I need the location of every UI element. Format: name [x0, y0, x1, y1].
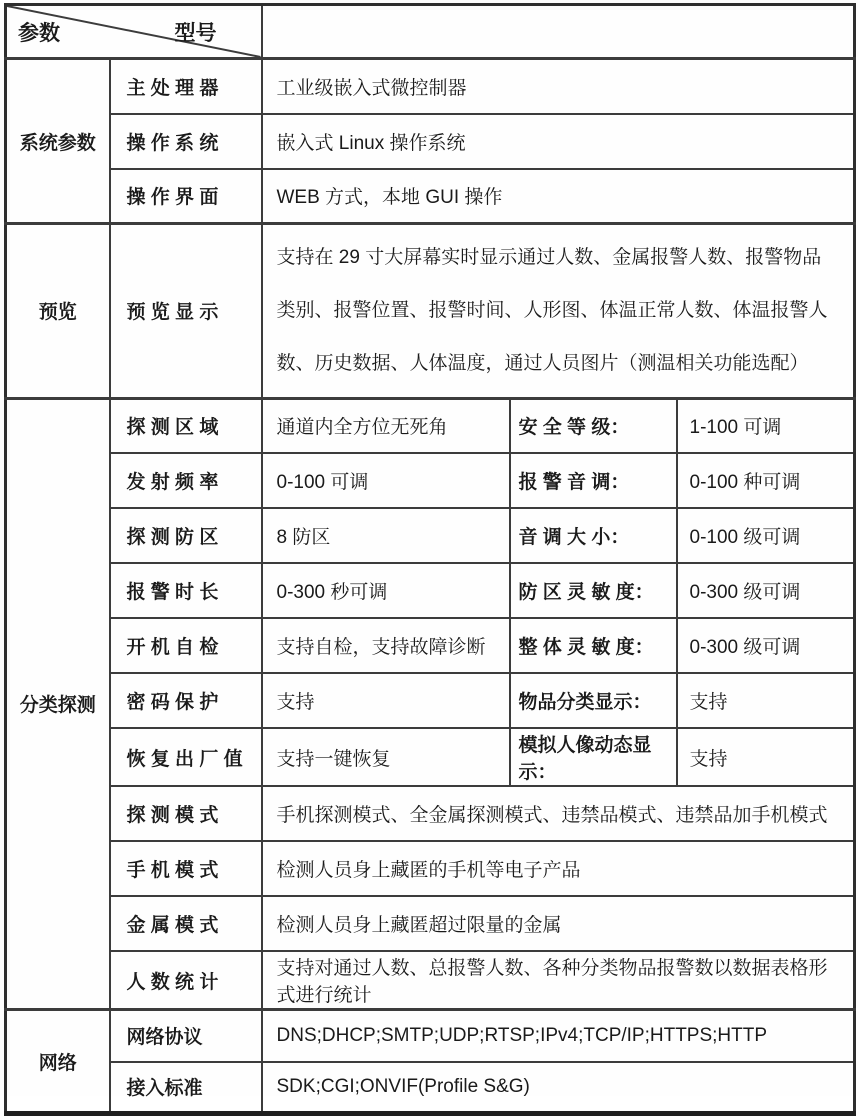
table-row: [6, 951, 855, 1010]
table-row: [6, 786, 855, 841]
section-title-network: 网络: [6, 1010, 110, 1114]
table-row: [6, 169, 855, 224]
section-title-preview: 预览: [6, 224, 110, 399]
spec-value-factory-reset: 支持一键恢复: [262, 728, 510, 786]
table-row: [6, 728, 855, 786]
spec-value-main-processor: 工业级嵌入式微控制器: [262, 59, 855, 114]
spec-value-operation-interface: WEB 方式，本地 GUI 操作: [262, 169, 855, 224]
table-row: [6, 224, 855, 399]
table-row: [6, 508, 855, 563]
spec-value-preview-display: 支持在 29 寸大屏幕实时显示通过人数、金属报警人数、报警物品类别、报警位置、报警时间、人形图、体温正常人数、体温报警人数、历史数据、人体温度，通过人员图片（测温相关功能选配）: [262, 224, 855, 399]
spec-table: [4, 3, 856, 1116]
spec-label-tone-volume: 音 调 大 小：: [510, 508, 677, 563]
spec-label-detection-modes: 探 测 模 式: [110, 786, 262, 841]
spec-label-simulated-figure-display: 模拟人像动态显示：: [510, 728, 677, 786]
table-row: [6, 1062, 855, 1114]
spec-value-simulated-figure-display: 支持: [677, 728, 855, 786]
spec-value-access-standards: SDK;CGI;ONVIF(Profile S&G): [262, 1062, 855, 1114]
spec-value-detection-area: 通道内全方位无死角: [262, 398, 510, 453]
spec-value-metal-mode: 检测人员身上藏匿超过限量的金属: [262, 896, 855, 951]
spec-label-security-level: 安 全 等 级：: [510, 398, 677, 453]
spec-label-password-protection: 密 码 保 护: [110, 673, 262, 728]
spec-label-access-standards: 接入标准: [110, 1062, 262, 1114]
table-row: [6, 841, 855, 896]
spec-label-zone-sensitivity: 防 区 灵 敏 度：: [510, 563, 677, 618]
spec-value-phone-mode: 检测人员身上藏匿的手机等电子产品: [262, 841, 855, 896]
spec-value-people-counting: 支持对通过人数、总报警人数、各种分类物品报警数以数据表格形式进行统计: [262, 951, 855, 1010]
spec-label-metal-mode: 金 属 模 式: [110, 896, 262, 951]
spec-label-preview-display: 预 览 显 示: [110, 224, 262, 399]
spec-value-alarm-duration: 0-300 秒可调: [262, 563, 510, 618]
diagonal-header-cell: [6, 5, 262, 59]
spec-label-people-counting: 人 数 统 计: [110, 951, 262, 1010]
table-row: [6, 398, 855, 453]
spec-label-operating-system: 操 作 系 统: [110, 114, 262, 169]
spec-label-detection-area: 探 测 区 域: [110, 398, 262, 453]
spec-label-operation-interface: 操 作 界 面: [110, 169, 262, 224]
table-row: [6, 673, 855, 728]
spec-value-overall-sensitivity: 0-300 级可调: [677, 618, 855, 673]
header-param-label: 参数: [18, 21, 60, 45]
table-row: [6, 896, 855, 951]
table-row: [6, 1010, 855, 1062]
spec-label-network-protocols: 网络协议: [110, 1010, 262, 1062]
spec-label-phone-mode: 手 机 模 式: [110, 841, 262, 896]
section-title-detection: 分类探测: [6, 398, 110, 1010]
spec-value-password-protection: 支持: [262, 673, 510, 728]
spec-label-item-classification-display: 物品分类显示：: [510, 673, 677, 728]
spec-value-security-level: 1-100 可调: [677, 398, 855, 453]
spec-value-tone-volume: 0-100 级可调: [677, 508, 855, 563]
spec-value-detection-modes: 手机探测模式、全金属探测模式、违禁品模式、违禁品加手机模式: [262, 786, 855, 841]
table-row: [6, 114, 855, 169]
spec-label-overall-sensitivity: 整 体 灵 敏 度：: [510, 618, 677, 673]
spec-label-factory-reset: 恢 复 出 厂 值: [110, 728, 262, 786]
header-model-value-cell: [262, 5, 855, 59]
spec-value-zone-sensitivity: 0-300 级可调: [677, 563, 855, 618]
spec-value-alarm-tone: 0-100 种可调: [677, 453, 855, 508]
spec-label-self-test: 开 机 自 检: [110, 618, 262, 673]
section-title-system: 系统参数: [6, 59, 110, 224]
spec-value-item-classification-display: 支持: [677, 673, 855, 728]
spec-label-detection-zones: 探 测 防 区: [110, 508, 262, 563]
spec-label-alarm-tone: 报 警 音 调：: [510, 453, 677, 508]
spec-label-transmit-frequency: 发 射 频 率: [110, 453, 262, 508]
table-row: [6, 59, 855, 114]
header-row: [6, 5, 855, 59]
spec-value-operating-system: 嵌入式 Linux 操作系统: [262, 114, 855, 169]
spec-value-transmit-frequency: 0-100 可调: [262, 453, 510, 508]
header-model-label: 型号: [174, 21, 217, 45]
table-row: [6, 618, 855, 673]
spec-value-network-protocols: DNS;DHCP;SMTP;UDP;RTSP;IPv4;TCP/IP;HTTPS;HTTP: [262, 1010, 855, 1062]
spec-label-main-processor: 主 处 理 器: [110, 59, 262, 114]
spec-value-detection-zones: 8 防区: [262, 508, 510, 563]
table-row: [6, 453, 855, 508]
spec-value-self-test: 支持自检，支持故障诊断: [262, 618, 510, 673]
spec-label-alarm-duration: 报 警 时 长: [110, 563, 262, 618]
table-row: [6, 563, 855, 618]
